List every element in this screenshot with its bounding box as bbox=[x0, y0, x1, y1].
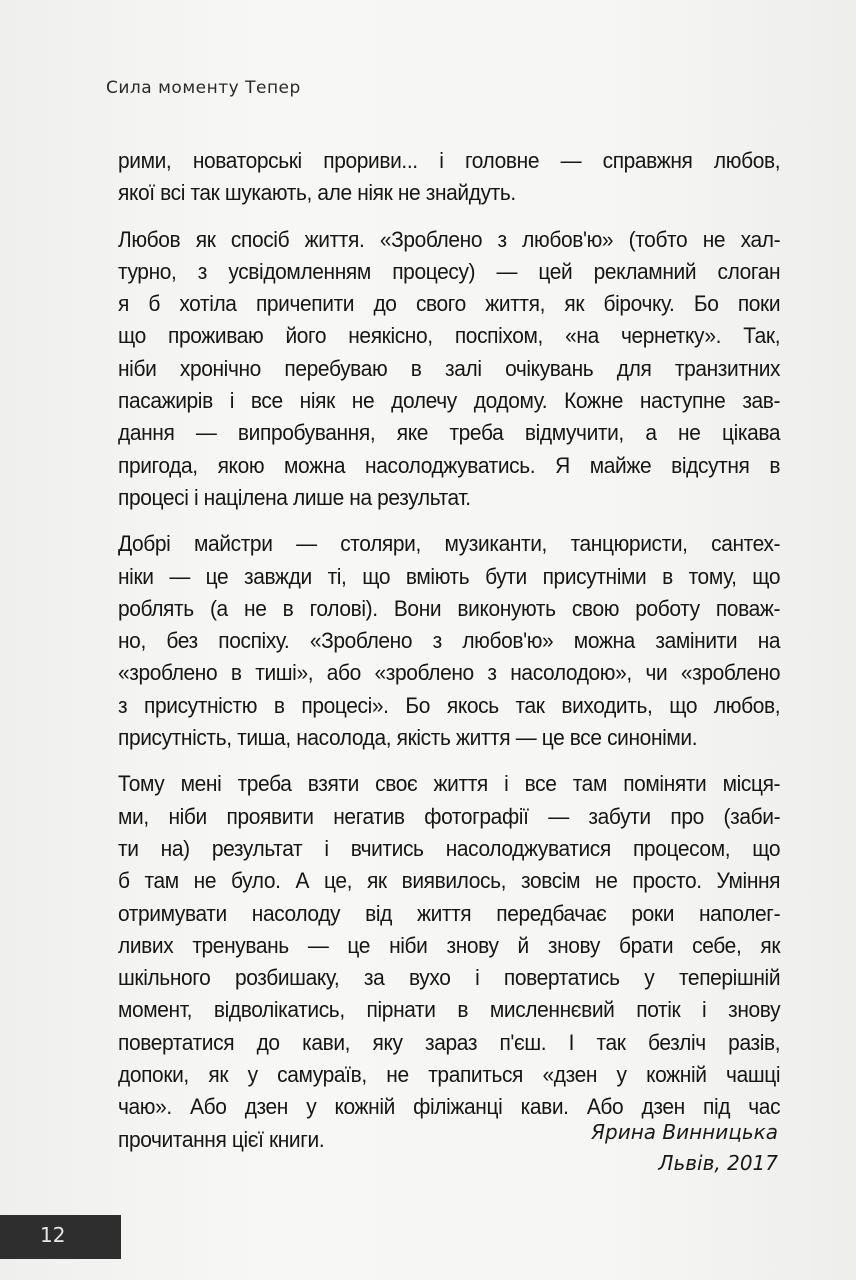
text-line: ливих тренувань — це ніби знову й знову брати себе, як bbox=[118, 932, 781, 958]
text-line: пригода, якою можна насолоджуватись. Я майже відсутня в bbox=[118, 452, 781, 478]
text-line: рими, новаторські прориви... і головне — справжня любов, bbox=[118, 148, 781, 173]
running-head: Сила моменту Тепер bbox=[106, 78, 301, 98]
text-line: з присутністю в процесі». Бо якось так виходить, що любов, bbox=[118, 692, 781, 718]
text-line: б там не було. А це, як виявилось, зовсім не просто. Уміння bbox=[118, 868, 781, 894]
text-line: турно, з усвідомленням процесу) — цей рекламний слоган bbox=[118, 258, 781, 284]
paragraph bbox=[118, 528, 780, 754]
paragraph bbox=[118, 224, 780, 515]
text-line: якої всі так шукають, але ніяк не знайдуть. bbox=[118, 180, 516, 206]
signature-place-date: Львів, 2017 bbox=[658, 1151, 778, 1175]
body-text bbox=[118, 145, 780, 1170]
signature-author: Ярина Винницька bbox=[591, 1120, 778, 1144]
text-line: процесі і націлена лише на результат. bbox=[118, 484, 471, 510]
text-line: чаю». Або дзен у кожній філіжанці кави. Або дзен під час bbox=[118, 1094, 781, 1120]
text-line: що проживаю його неякісно, поспіхом, «на чернетку». Так, bbox=[118, 323, 781, 349]
text-line: ніки — це завжди ті, що вміють бути присутніми в тому, що bbox=[118, 563, 781, 589]
text-line: роблять (а не в голові). Вони виконують свою роботу поваж- bbox=[118, 595, 781, 621]
text-line: присутність, тиша, насолода, якість життя — це все синоніми. bbox=[118, 725, 698, 751]
text-line: Любов як спосіб життя. «Зроблено з любов'ю» (тобто не хал- bbox=[118, 226, 781, 252]
text-line: прочитання цієї книги. bbox=[118, 1126, 325, 1152]
text-line: шкільного розбишаку, за вухо і повертатись у теперішній bbox=[118, 965, 781, 991]
text-line: Добрі майстри — столяри, музиканти, танцюристи, сантех- bbox=[118, 531, 781, 557]
text-line: момент, відволікатись, пірнати в мисленнєвий потік і знову bbox=[118, 997, 781, 1023]
paragraph bbox=[118, 768, 780, 1156]
text-line: допоки, як у самураїв, не трапиться «дзен у кожній чашці bbox=[118, 1062, 781, 1088]
text-line: пасажирів і все ніяк не долечу додому. Кожне наступне зав- bbox=[118, 388, 781, 414]
text-line: но, без поспіху. «Зроблено з любов'ю» можна замінити на bbox=[118, 628, 781, 654]
text-line: повертатися до кави, яку зараз п'єш. І так безліч разів, bbox=[118, 1029, 781, 1055]
signature bbox=[591, 1117, 778, 1179]
page-number: 12 bbox=[40, 1223, 66, 1247]
paragraph bbox=[118, 145, 780, 210]
text-line: ніби хронічно перебуваю в залі очікувань для транзитних bbox=[118, 355, 781, 381]
text-line: отримувати насолоду від життя передбачає роки наполег- bbox=[118, 900, 781, 926]
text-line: я б хотіла причепити до свого життя, як бірочку. Бо поки bbox=[118, 291, 781, 317]
page-number-box bbox=[0, 1215, 121, 1259]
text-line: ми, ніби проявити негатив фотографії — забути про (заби- bbox=[118, 803, 781, 829]
text-line: ти на) результат і вчитись насолоджуватися процесом, що bbox=[118, 835, 781, 861]
text-line: «зроблено в тиші», або «зроблено з насолодою», чи «зроблено bbox=[118, 660, 781, 686]
text-line: Тому мені треба взяти своє життя і все там поміняти місця- bbox=[118, 771, 781, 797]
text-line: дання — випробування, яке треба відмучити, а не цікава bbox=[118, 420, 781, 446]
